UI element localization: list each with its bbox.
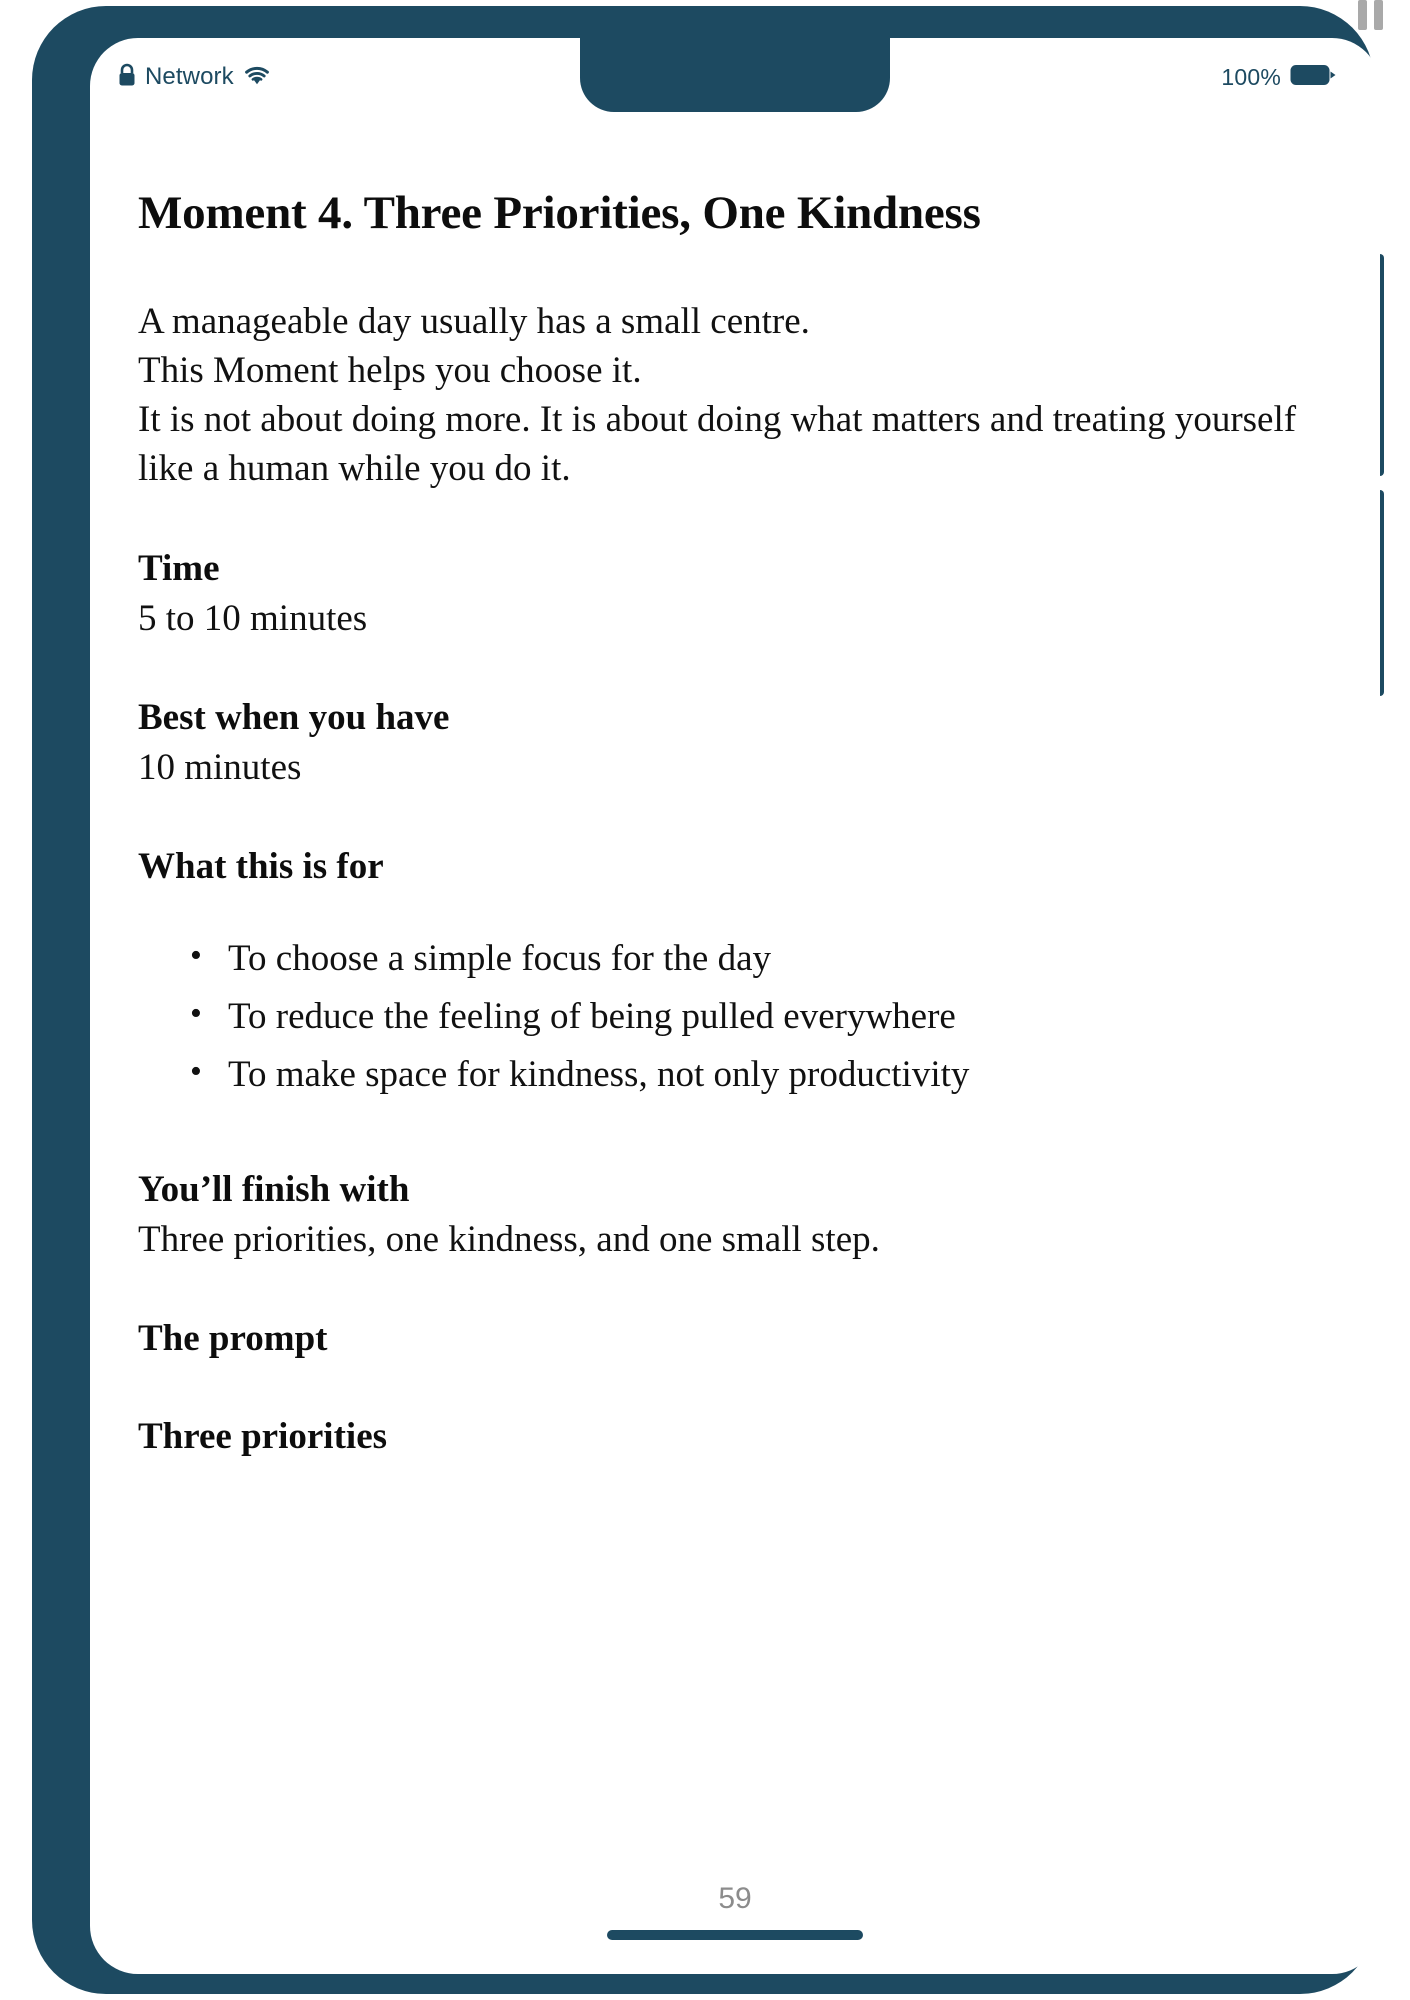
device-notch bbox=[580, 38, 890, 112]
list-item-label: To choose a simple focus for the day bbox=[228, 938, 772, 980]
device-screen bbox=[90, 38, 1380, 1974]
bullet-icon: • bbox=[190, 1053, 202, 1091]
section-the-prompt bbox=[138, 1315, 1306, 1363]
intro-line-3: It is not about doing more. It is about doing what matters and treating yourself like a human while you do it. bbox=[138, 398, 1297, 489]
top-chrome-mark-left bbox=[1358, 0, 1367, 30]
list-item bbox=[190, 935, 1306, 983]
bullet-icon: • bbox=[190, 995, 202, 1033]
intro-line-1: A manageable day usually has a small centre. bbox=[138, 301, 810, 343]
section-youll-finish-with-heading: You’ll finish with bbox=[138, 1168, 410, 1210]
list-item bbox=[190, 1051, 1306, 1099]
page-number: 59 bbox=[718, 1882, 752, 1915]
home-indicator[interactable] bbox=[607, 1930, 863, 1940]
section-three-priorities bbox=[138, 1413, 1306, 1461]
page-content bbox=[90, 116, 1380, 1896]
section-what-this-is-for-heading: What this is for bbox=[138, 846, 384, 888]
section-best-when-value: 10 minutes bbox=[138, 747, 302, 789]
page-footer bbox=[90, 1874, 1380, 1974]
section-youll-finish-with-value: Three priorities, one kindness, and one small step. bbox=[138, 1218, 880, 1260]
status-bar-right bbox=[1221, 63, 1336, 92]
section-the-prompt-heading: The prompt bbox=[138, 1317, 328, 1359]
page-title: Moment 4. Three Priorities, One Kindness bbox=[138, 187, 981, 239]
bullet-icon: • bbox=[190, 937, 202, 975]
section-youll-finish-with bbox=[138, 1166, 1306, 1265]
wifi-icon bbox=[243, 64, 271, 91]
section-best-when-heading: Best when you have bbox=[138, 697, 450, 739]
list-item-label: To reduce the feeling of being pulled everywhere bbox=[228, 996, 956, 1038]
device-frame bbox=[32, 6, 1374, 1994]
lock-icon bbox=[118, 63, 136, 92]
status-bar-left bbox=[118, 63, 271, 92]
list-item bbox=[190, 993, 1306, 1041]
section-time-heading: Time bbox=[138, 548, 220, 590]
section-what-this-is-for bbox=[138, 843, 1306, 1099]
network-label: Network bbox=[145, 63, 234, 90]
battery-full-icon bbox=[1290, 63, 1336, 92]
intro-line-2: This Moment helps you choose it. bbox=[138, 349, 642, 391]
purpose-list bbox=[138, 935, 1306, 1099]
top-chrome-mark-right bbox=[1374, 0, 1383, 30]
list-item-label: To make space for kindness, not only productivity bbox=[228, 1054, 970, 1096]
section-best-when bbox=[138, 694, 1306, 793]
section-time-value: 5 to 10 minutes bbox=[138, 598, 368, 640]
section-three-priorities-heading: Three priorities bbox=[138, 1415, 388, 1457]
battery-percent-label: 100% bbox=[1221, 63, 1281, 90]
section-time bbox=[138, 545, 1306, 644]
